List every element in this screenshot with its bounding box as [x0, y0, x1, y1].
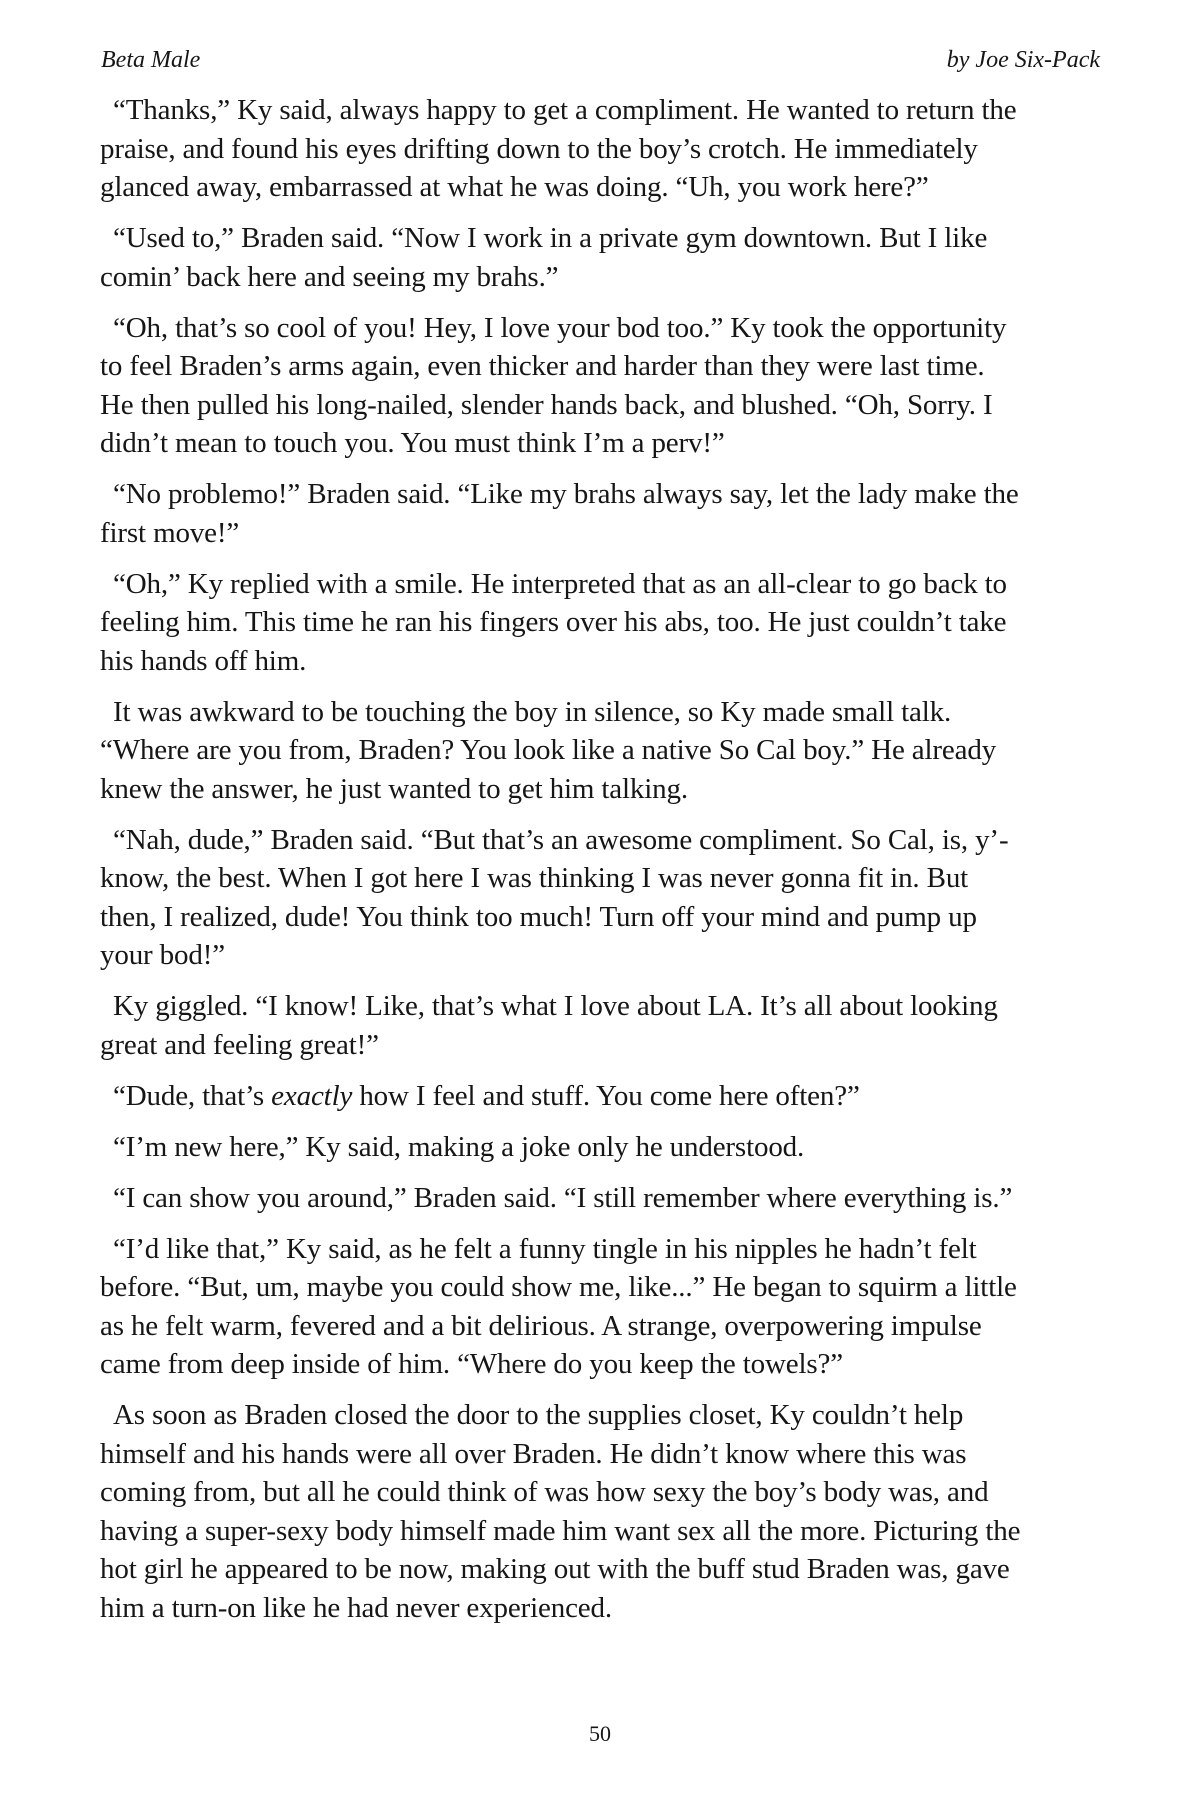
text-line — [100, 1230, 1110, 1269]
paragraph — [100, 475, 1110, 552]
text-segment: “Oh, that’s so cool of you! Hey, I love your bod too.” Ky took the opportunity — [113, 311, 1007, 344]
text-segment: feeling him. This time he ran his fingers over his abs, too. He just couldn’t take — [100, 606, 1007, 638]
text-segment: He then pulled his long-nailed, slender hands back, and blushed. “Oh, Sorry. I — [100, 388, 993, 421]
paragraph — [100, 1230, 1110, 1384]
text-line — [100, 1589, 1110, 1628]
text-line — [100, 821, 1110, 860]
paragraph — [100, 309, 1110, 463]
text-line — [100, 1345, 1110, 1384]
paragraph — [100, 693, 1110, 809]
paragraph — [100, 1179, 1110, 1218]
text-line — [100, 693, 1110, 732]
text-line — [100, 1512, 1110, 1551]
paragraph — [100, 91, 1110, 207]
text-line — [100, 1307, 1110, 1346]
text-line — [100, 898, 1110, 937]
text-segment: then, I realized, dude! You think too much! Turn off your mind and pump up — [100, 900, 977, 933]
page-number: 50 — [589, 1721, 611, 1746]
text-line — [100, 424, 1110, 463]
paragraph — [100, 219, 1110, 296]
paragraph — [100, 565, 1110, 681]
text-line — [100, 859, 1110, 898]
text-segment: “No problemo!” Braden said. “Like my brahs always say, let the lady make the — [113, 478, 1019, 510]
text-segment: praise, and found his eyes drifting down to the boy’s crotch. He immediately — [100, 132, 978, 165]
text-segment: great and feeling great!” — [100, 1028, 379, 1061]
emphasized-text: exactly — [271, 1079, 353, 1112]
text-line — [100, 987, 1110, 1026]
text-segment: “I can show you around,” Braden said. “I still remember where everything is.” — [113, 1181, 1013, 1214]
text-segment: “I’d like that,” Ky said, as he felt a funny tingle in his nipples he hadn’t felt — [113, 1232, 977, 1265]
text-segment: how I feel and stuff. You come here often?” — [352, 1079, 860, 1112]
text-line — [100, 1435, 1110, 1474]
text-line — [100, 1473, 1110, 1512]
paragraph — [100, 987, 1110, 1064]
text-segment: As soon as Braden closed the door to the supplies closet, Ky couldn’t help — [113, 1399, 964, 1431]
text-segment: as he felt warm, fevered and a bit delirious. A strange, overpowering impulse — [100, 1309, 982, 1342]
text-line — [100, 219, 1110, 258]
text-segment: comin’ back here and seeing my brahs.” — [100, 260, 559, 293]
paragraph — [100, 821, 1110, 975]
paragraph — [100, 1396, 1110, 1627]
text-segment: first move!” — [100, 516, 240, 549]
text-line — [100, 770, 1110, 809]
text-line — [100, 731, 1110, 770]
text-line — [100, 1128, 1110, 1167]
text-segment: “Dude, that’s — [113, 1079, 272, 1112]
text-line — [100, 258, 1110, 297]
text-line — [100, 603, 1110, 642]
text-segment: Ky giggled. “I know! Like, that’s what I love about LA. It’s all about looking — [113, 990, 998, 1022]
text-line — [100, 1077, 1110, 1116]
text-segment: “Nah, dude,” Braden said. “But that’s an awesome compliment. So Cal, is, y’- — [113, 823, 1009, 856]
body-text — [100, 91, 1110, 1640]
text-segment: didn’t mean to touch you. You must think I’m a perv!” — [100, 427, 725, 459]
text-segment: It was awkward to be touching the boy in silence, so Ky made small talk. — [113, 695, 952, 728]
text-line — [100, 565, 1110, 604]
text-segment: coming from, but all he could think of was how sexy the boy’s body was, and — [100, 1476, 989, 1508]
paragraph — [100, 1077, 1110, 1116]
text-line — [100, 309, 1110, 348]
text-line — [100, 1026, 1110, 1065]
book-title: Beta Male — [101, 47, 201, 73]
text-line — [100, 936, 1110, 975]
text-line — [100, 386, 1110, 425]
text-line — [100, 514, 1110, 553]
text-line — [100, 91, 1110, 130]
text-segment: “Oh,” Ky replied with a smile. He interpreted that as an all-clear to go back to — [113, 567, 1007, 600]
text-segment: came from deep inside of him. “Where do you keep the towels?” — [100, 1348, 843, 1380]
text-segment: him a turn-on like he had never experienced. — [100, 1591, 612, 1624]
text-line — [100, 1268, 1110, 1307]
text-segment: glanced away, embarrassed at what he was doing. “Uh, you work here?” — [100, 171, 929, 203]
text-segment: your bod!” — [100, 939, 225, 971]
text-segment: himself and his hands were all over Braden. He didn’t know where this was — [100, 1437, 967, 1470]
text-line — [100, 1550, 1110, 1589]
text-segment: his hands off him. — [100, 644, 307, 677]
text-line — [100, 130, 1110, 169]
text-line — [100, 168, 1110, 207]
paragraph — [100, 1128, 1110, 1167]
text-line — [100, 347, 1110, 386]
text-segment: “Where are you from, Braden? You look like a native So Cal boy.” He already — [100, 734, 997, 766]
text-line — [100, 642, 1110, 681]
text-segment: knew the answer, he just wanted to get him talking. — [100, 772, 688, 805]
text-segment: to feel Braden’s arms again, even thicker and harder than they were last time. — [100, 350, 985, 382]
text-line — [100, 475, 1110, 514]
text-line — [100, 1396, 1110, 1435]
text-segment: know, the best. When I got here I was thinking I was never gonna fit in. But — [100, 862, 969, 894]
text-segment: “Thanks,” Ky said, always happy to get a compliment. He wanted to return the — [113, 94, 1017, 126]
text-segment: hot girl he appeared to be now, making out with the buff stud Braden was, gave — [100, 1553, 1010, 1585]
text-segment: before. “But, um, maybe you could show me, like...” He began to squirm a little — [100, 1271, 1017, 1303]
text-segment: “Used to,” Braden said. “Now I work in a private gym downtown. But I like — [113, 222, 988, 254]
text-segment: having a super-sexy body himself made him want sex all the more. Picturing the — [100, 1514, 1021, 1547]
text-segment: “I’m new here,” Ky said, making a joke only he understood. — [113, 1130, 805, 1163]
running-header — [101, 45, 1100, 75]
author-byline: by Joe Six-Pack — [946, 47, 1100, 73]
text-line — [100, 1179, 1110, 1218]
